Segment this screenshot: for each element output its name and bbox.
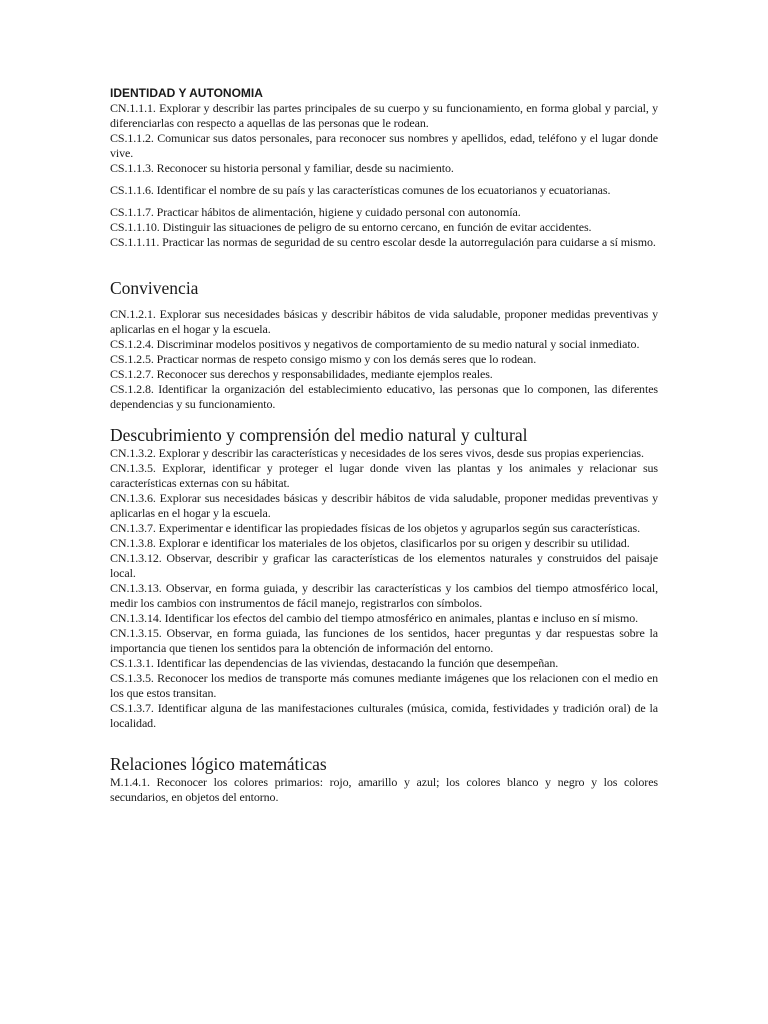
list-item: CS.1.3.7. Identificar alguna de las manifestaciones culturales (música, comida, festividades y tradición oral) de la localidad.	[110, 701, 658, 730]
list-item: CN.1.3.2. Explorar y describir las características y necesidades de los seres vivos, desde sus propias experiencias.	[110, 446, 644, 460]
list-item: CN.1.3.15. Observar, en forma guiada, las funciones de los sentidos, hacer preguntas y dar respuestas sobre la importancia que tienen los sentidos para la obtención de información del entorno.	[110, 626, 658, 655]
list-item: CN.1.3.13. Observar, en forma guiada, y describir las características y los cambios del tiempo atmosférico local, medir los cambios con instrumentos de fácil manejo, registrarlos con símbolos.	[110, 581, 658, 610]
list-item: CS.1.2.8. Identificar la organización del establecimiento educativo, las personas que lo componen, las diferentes dependencias y su funcionamiento.	[110, 382, 658, 411]
list-item: CN.1.3.14. Identificar los efectos del cambio del tiempo atmosférico en animales, plantas e incluso en sí mismo.	[110, 611, 638, 625]
list-item: CS.1.1.6. Identificar el nombre de su país y las características comunes de los ecuatorianos y ecuatorianas.	[110, 183, 611, 197]
list-item: CN.1.3.12. Observar, describir y graficar las características de los elementos naturales y construidos del paisaje local.	[110, 551, 658, 580]
section-title-convivencia: Convivencia	[110, 278, 199, 298]
section-title-descubrimiento: Descubrimiento y comprensión del medio natural y cultural	[110, 425, 528, 445]
document-body	[110, 86, 658, 805]
list-item: CS.1.1.11. Practicar las normas de seguridad de su centro escolar desde la autorregulación para cuidarse a sí mismo.	[110, 235, 656, 249]
list-item: CS.1.2.4. Discriminar modelos positivos y negativos de comportamiento de su medio natural y social inmediato.	[110, 337, 640, 351]
list-item: CN.1.3.8. Explorar e identificar los materiales de los objetos, clasificarlos por su origen y describir su utilidad.	[110, 536, 630, 550]
list-item: CN.1.3.7. Experimentar e identificar las propiedades físicas de los objetos y agruparlos según sus características.	[110, 521, 641, 535]
list-item: CS.1.1.7. Practicar hábitos de alimentación, higiene y cuidado personal con autonomía.	[110, 205, 521, 219]
list-item: CN.1.3.5. Explorar, identificar y proteger el lugar donde viven las plantas y los animales y relacionar sus características externas con su hábitat.	[110, 461, 658, 490]
list-item: CS.1.3.1. Identificar las dependencias de las viviendas, destacando la función que desempeñan.	[110, 656, 559, 670]
list-item: CS.1.1.10. Distinguir las situaciones de peligro de su entorno cercano, en función de evitar accidentes.	[110, 220, 592, 234]
list-item: CN.1.2.1. Explorar sus necesidades básicas y describir hábitos de vida saludable, proponer medidas preventivas y aplicarlas en el hogar y la escuela.	[110, 307, 658, 336]
list-item: CS.1.2.7. Reconocer sus derechos y responsabilidades, mediante ejemplos reales.	[110, 367, 493, 381]
list-item: CN.1.1.1. Explorar y describir las partes principales de su cuerpo y su funcionamiento, en forma global y parcial, y diferenciarlas con respecto a aquellas de las personas que le rodean.	[110, 101, 658, 130]
list-item: CS.1.1.3. Reconocer su historia personal y familiar, desde su nacimiento.	[110, 161, 454, 175]
list-item: CS.1.3.5. Reconocer los medios de transporte más comunes mediante imágenes que los relacionen con el medio en los que estos transitan.	[110, 671, 658, 700]
section-title-relaciones: Relaciones lógico matemáticas	[110, 754, 327, 774]
section-title-identidad: IDENTIDAD Y AUTONOMIA	[110, 86, 263, 100]
list-item: M.1.4.1. Reconocer los colores primarios: rojo, amarillo y azul; los colores blanco y negro y los colores secundarios, en objetos del entorno.	[110, 775, 658, 804]
list-item: CN.1.3.6. Explorar sus necesidades básicas y describir hábitos de vida saludable, proponer medidas preventivas y aplicarlas en el hogar y la escuela.	[110, 491, 658, 520]
list-item: CS.1.2.5. Practicar normas de respeto consigo mismo y con los demás seres que lo rodean.	[110, 352, 537, 366]
list-item: CS.1.1.2. Comunicar sus datos personales, para reconocer sus nombres y apellidos, edad, teléfono y el lugar donde vive.	[110, 131, 658, 160]
